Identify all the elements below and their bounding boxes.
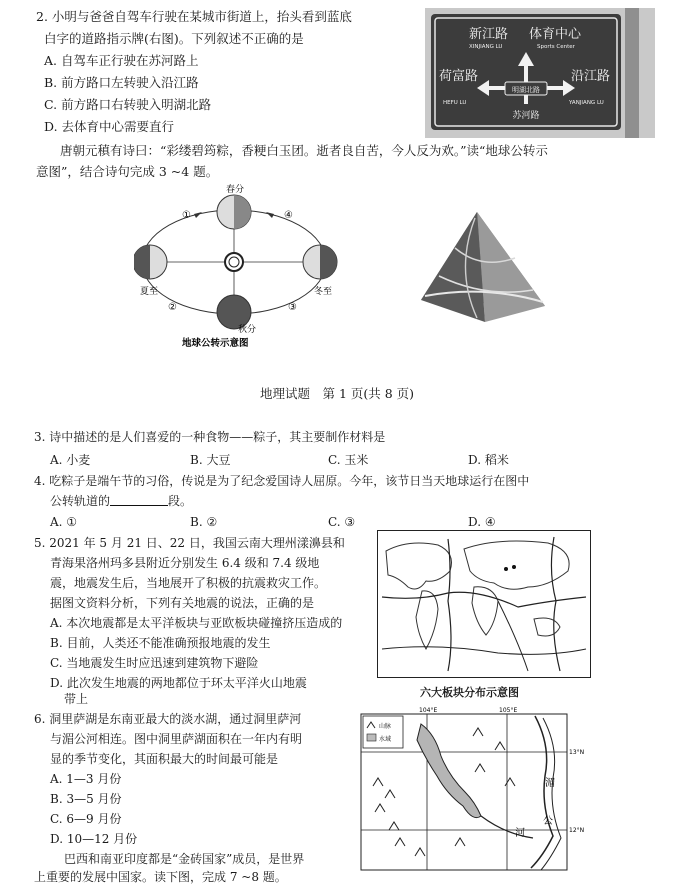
zongzi-photo bbox=[415, 190, 555, 340]
q5-option-b: B. 目前，人类还不能准确预报地震的发生 bbox=[50, 636, 271, 650]
label-autumn: 秋分 bbox=[238, 325, 257, 335]
label-spring: 春分 bbox=[226, 185, 245, 195]
label-segment-2: ② bbox=[168, 302, 177, 313]
q3-option-a: A. 小麦 bbox=[50, 453, 91, 467]
sign-left-road: 荷富路 bbox=[439, 69, 479, 84]
sign-top-place: 体育中心 bbox=[529, 27, 582, 42]
earth-spring bbox=[217, 195, 251, 229]
legend-water: 水域 bbox=[379, 736, 392, 743]
plate-map-caption: 六大板块分布示意图 bbox=[420, 686, 519, 699]
q5-option-a: A. 本次地震都是太平洋板块与亚欧板块碰撞挤压造成的 bbox=[50, 616, 343, 630]
sign-top-road-pinyin: XINJIANG LU bbox=[469, 44, 503, 50]
river-label-2: 公 bbox=[543, 816, 553, 827]
q4-option-d: D. ④ bbox=[468, 515, 496, 529]
river-label-1: 湄 bbox=[545, 778, 555, 789]
earth-summer bbox=[134, 245, 167, 279]
q5-option-d-cont: 带上 bbox=[64, 692, 89, 706]
q5-stem-line2: 青海果洛州玛多县附近分别发生 6.4 级和 7.4 级地 bbox=[50, 556, 320, 570]
q4-option-c: C. ③ bbox=[328, 515, 356, 529]
label-summer: 夏至 bbox=[140, 287, 159, 297]
poem-line2: 意图”，结合诗句完成 3 ~4 题。 bbox=[36, 164, 219, 179]
road-sign-photo bbox=[425, 8, 655, 138]
q4-answer-blank[interactable] bbox=[110, 493, 168, 506]
q4-stem-line2-a: 公转轨道的 bbox=[50, 494, 111, 508]
q4-stem-line1: 4. 吃粽子是端午节的习俗，传说是为了纪念爱国诗人屈原。今年，该节日当天地球运行在图中 bbox=[34, 474, 530, 488]
river-label-3: 河 bbox=[515, 828, 525, 839]
q4-stem-line2 bbox=[50, 492, 192, 511]
q2-option-a: A. 自驾车正行驶在苏河路上 bbox=[44, 53, 199, 68]
q3-option-c: C. 玉米 bbox=[328, 453, 369, 467]
q2-option-c: C. 前方路口右转驶入明湖北路 bbox=[44, 97, 212, 112]
label-winter: 冬至 bbox=[314, 287, 333, 297]
q6-option-c: C. 6—9 月份 bbox=[50, 812, 122, 826]
q2-stem-line1: 2. 小明与爸爸自驾车行驶在某城市街道上，抬头看到蓝底 bbox=[36, 9, 352, 24]
sign-right-road: 沿江路 bbox=[571, 69, 611, 84]
orbit-caption: 地球公转示意图 bbox=[182, 338, 249, 349]
poem-line1: 唐朝元稹有诗曰：“彩缕碧筠粽，香粳白玉团。逝者良自苦，今人反为欢。”读“地球公转示 bbox=[60, 143, 548, 158]
earth-winter bbox=[303, 245, 337, 279]
sign-top-road: 新江路 bbox=[469, 27, 509, 42]
earth-autumn bbox=[217, 295, 251, 329]
intro78-line1: 巴西和南亚印度都是“金砖国家”成员，是世界 bbox=[64, 852, 305, 866]
q6-stem-line3: 显的季节变化，其面积最大的时间最可能是 bbox=[50, 752, 279, 766]
q2-option-b: B. 前方路口左转驶入沿江路 bbox=[44, 75, 199, 90]
tonle-sap-map bbox=[355, 706, 587, 876]
lon-105: 105°E bbox=[499, 707, 518, 714]
q5-option-c: C. 当地震发生时应迅速到建筑物下避险 bbox=[50, 656, 259, 670]
orbit-svg bbox=[134, 184, 364, 354]
label-segment-1: ① bbox=[182, 210, 191, 221]
legend-mountain: 山脉 bbox=[379, 723, 392, 730]
q5-stem-line3: 震，地震发生后，当地展开了积极的抗震救灾工作。 bbox=[50, 576, 327, 590]
q6-stem-line1: 6. 洞里萨湖是东南亚最大的淡水湖，通过洞里萨河 bbox=[34, 712, 302, 726]
q6-option-a: A. 1—3 月份 bbox=[50, 772, 122, 786]
q6-option-b: B. 3—5 月份 bbox=[50, 792, 122, 806]
sign-center-road: 明湖北路 bbox=[512, 86, 540, 94]
lat-12: 12°N bbox=[569, 827, 585, 834]
sign-top-place-en: Sports Center bbox=[537, 44, 575, 50]
q2-option-d: D. 去体育中心需要直行 bbox=[44, 119, 175, 134]
sign-bottom-road: 苏河路 bbox=[512, 111, 540, 121]
q5-option-d: D. 此次发生地震的两地都位于环太平洋火山地震 bbox=[50, 676, 307, 690]
label-segment-3: ③ bbox=[288, 302, 297, 313]
q4-option-a: A. ① bbox=[50, 515, 78, 529]
q3-option-d: D. 稻米 bbox=[468, 453, 509, 467]
q3-option-b: B. 大豆 bbox=[190, 453, 231, 467]
q6-option-d: D. 10—12 月份 bbox=[50, 832, 138, 846]
q5-stem-line1: 5. 2021 年 5 月 21 日、22 日，我国云南大理州漾濞县和 bbox=[34, 536, 345, 550]
q2-stem-line2: 白字的道路指示牌(右图)。下列叙述不正确的是 bbox=[44, 31, 304, 46]
plate-map bbox=[377, 530, 591, 678]
q4-stem-line2-b: 段。 bbox=[168, 494, 193, 508]
sign-left-road-pinyin: HEFU LU bbox=[443, 100, 467, 106]
road-sign-graphic bbox=[425, 8, 655, 138]
intro78-line2: 上重要的发展中国家。读下图，完成 7 ~8 题。 bbox=[34, 870, 287, 884]
q4-option-b: B. ② bbox=[190, 515, 218, 529]
label-segment-4: ④ bbox=[284, 210, 293, 221]
lon-104: 104°E bbox=[419, 707, 438, 714]
q6-stem-line2: 与湄公河相连。图中洞里萨湖面积在一年内有明 bbox=[50, 732, 303, 746]
page-footer: 地理试题 第 1 页(共 8 页) bbox=[260, 386, 415, 401]
q3-stem: 3. 诗中描述的是人们喜爱的一种食物——粽子，其主要制作材料是 bbox=[34, 430, 386, 444]
q5-stem-line4: 据图文资料分析，下列有关地震的说法，正确的是 bbox=[50, 596, 315, 610]
lat-13: 13°N bbox=[569, 749, 585, 756]
orbit-diagram bbox=[134, 184, 364, 354]
sign-right-road-pinyin: YANJIANG LU bbox=[569, 100, 604, 106]
